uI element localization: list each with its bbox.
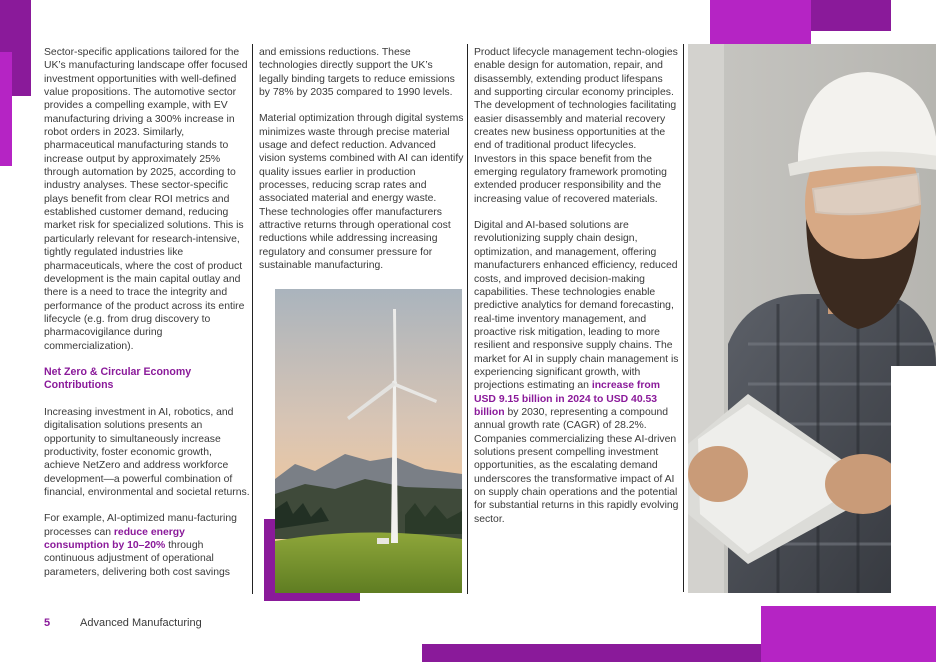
text-span: Digital and AI-based solutions are revolutionizing supply chain design, optimization, and management, offering manufacturers enhanced efficiency, reduced costs, and improved decision-making capabilities. These technologies enable predictive analytics for demand forecasting, real-time inventory management, and proactive risk mitigation, leading to more resilient and responsive supply chains. The market for AI in supply chain management is experiencing significant growth, with projections estimating an [474,220,679,392]
column-divider-2 [467,44,468,594]
section-heading: Net Zero & Circular Economy Contributions [44,365,192,392]
footer-section-title: Advanced Manufacturing [80,617,202,629]
column1-paragraph-2: Increasing investment in AI, robotics, and digitalisation solutions presents an opportunity to simultaneously increase productivity, foster economic growth, achieve NetZero and address workforce development—a powerful combination of financial, environmental and societal returns. [44,406,250,498]
column-divider-3 [683,44,684,592]
column3-paragraph-2 [474,219,680,526]
highlight-energy-reduction: reduce energy consumption by 10–20% [44,526,185,551]
text-span: For example, AI-optimized manu-facturing processes can [44,513,237,538]
column2-paragraph-1: and emissions reductions. These technologies directly support the UK’s legally binding targets to reduce emissions by 78% by 2035 compared to 1990 levels. [259,47,455,99]
text-column-1 [44,46,250,592]
highlight-market-growth: increase from USD 9.15 billion in 2024 to USD 40.53 billion [474,380,660,418]
photo-notch [891,366,936,606]
accent-block-bottom-right [761,606,936,662]
text-span: by 2030, representing a compound annual growth rate (CAGR) of 28.2%. Companies commercializing these AI-driven solutions present compelling investment opportunities, as the escalating demand underscores the transformative impact of AI on supply chain operations and the potential for substantial returns in this rapidly evolving sector. [474,406,679,525]
column2-paragraph-2: Material optimization through digital systems minimizes waste through precise material usage and defect reduction. Advanced vision systems combined with AI can identify quality issues earlier in production processes, reducing scrap rates and associated material and energy waste. These technologies offer manufacturers attractive returns through operational cost reductions while addressing increasing regulatory and consumer pressure for sustainable manufacturing. [259,113,464,272]
wind-turbine-image [275,289,462,593]
accent-block-left-mid [0,52,12,166]
column-divider-1 [252,44,253,594]
text-column-3 [474,46,680,539]
column1-paragraph-1: Sector-specific applications tailored for the UK’s manufacturing landscape offer focused investment opportunities with well-defined value propositions. The automotive sector provides a compelling example, with EV manufacturing driving a 300% increase in robot orders in 2023. Similarly, pharmaceutical manufacturing stands to increase output by approximately 25% through automation by 2025, according to industry analyses. These sector-specific plays benefit from clear ROI metrics and established customer demand, reducing market risk for specialized solutions. This is particularly relevant for research-intensive, tightly regulated industries like pharmaceuticals, where the cost of product development is the main capital outlay and there is a need to trace the integrity and performance of the product across its entire lifecycle (e.g. from drug discovery to pharmacovigilance during commercialization). [44,47,248,352]
text-column-2 [259,46,464,286]
page-number: 5 [44,617,51,629]
text-span: through continuous adjustment of operational parameters, delivering both cost savings [44,540,230,578]
wind-turbine-illustration [275,289,462,593]
column3-paragraph-1: Product lifecycle management techn-ologies enable design for automation, repair, and disassembly, extending product lifespans and supporting circular economy principles. The development of technologies facilitating easier disassembly and material recovery creates new business opportunities at the end of traditional product lifecycles. Investors in this space benefit from the emerging regulatory framework promoting extended producer responsibility and the increasing value of recovered materials. [474,47,678,205]
column1-paragraph-3 [44,512,250,579]
